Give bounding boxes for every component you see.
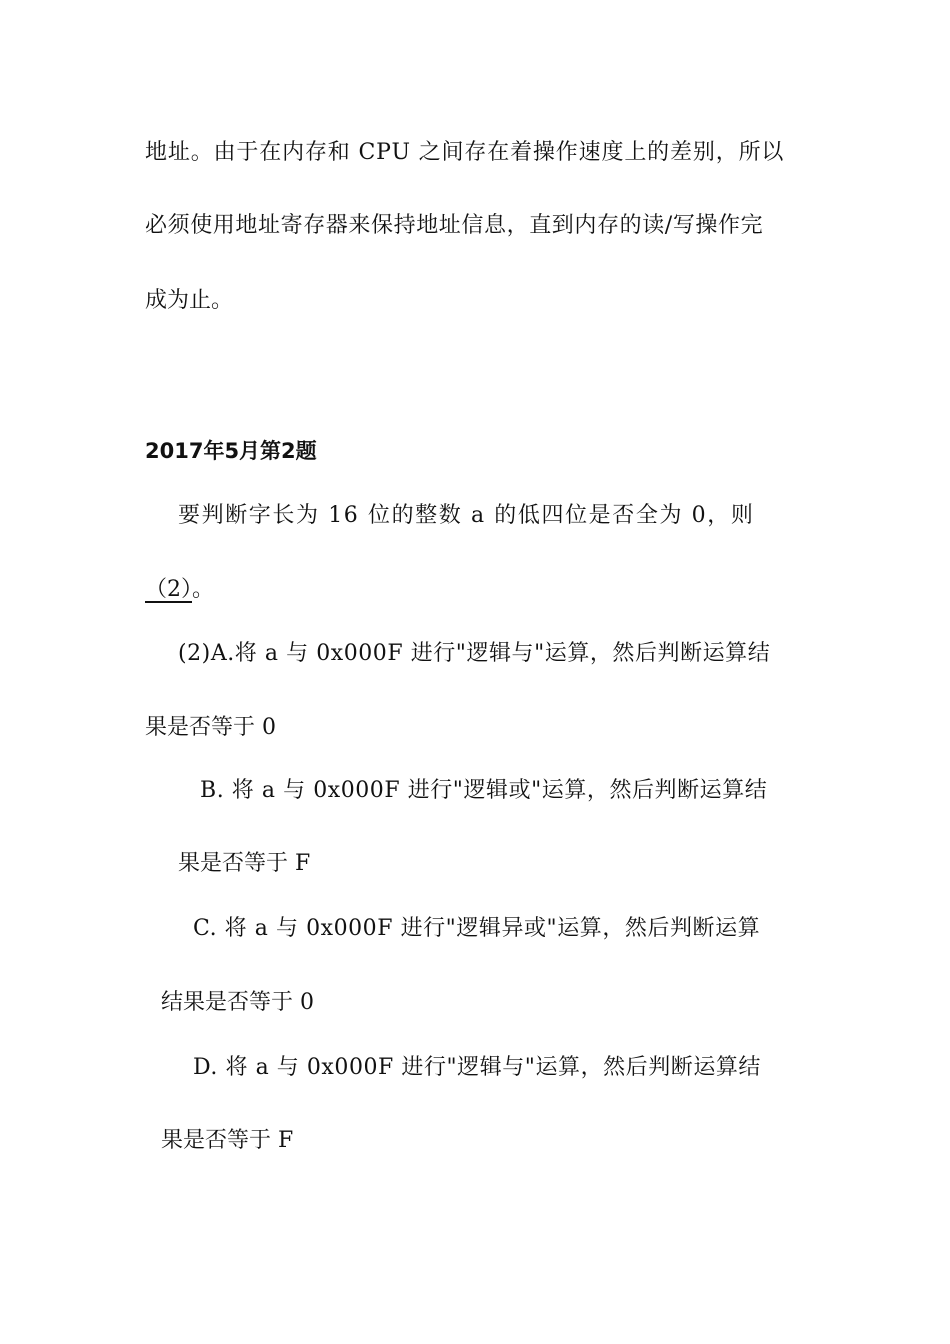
option-d-line-1: D. 将 a 与 0x000F 进行"逻辑与"运算，然后判断运算结 xyxy=(193,1055,761,1080)
option-b-line-1: B. 将 a 与 0x000F 进行"逻辑或"运算，然后判断运算结 xyxy=(200,778,768,803)
option-d-line-2: 果是否等于 F xyxy=(161,1128,294,1153)
option-a-line-2: 果是否等于 0 xyxy=(145,715,276,740)
answer-blank: （2） xyxy=(145,577,192,602)
paragraph-line-3: 成为止。 xyxy=(145,288,234,313)
question-stem-line-2 xyxy=(145,576,950,604)
question-heading: 2017年5月第2题 xyxy=(145,439,317,463)
option-c-line-2: 结果是否等于 0 xyxy=(161,990,314,1015)
paragraph-line-1: 地址。由于在内存和 CPU 之间存在着操作速度上的差别，所以 xyxy=(145,140,785,165)
paragraph-line-2: 必须使用地址寄存器来保持地址信息，直到内存的读/写操作完 xyxy=(145,213,764,238)
option-b-line-2: 果是否等于 F xyxy=(178,851,311,876)
option-a-line-1: (2)A.将 a 与 0x000F 进行"逻辑与"运算，然后判断运算结 xyxy=(178,641,771,666)
question-stem-end: 。 xyxy=(192,577,215,602)
option-c-line-1: C. 将 a 与 0x000F 进行"逻辑异或"运算，然后判断运算 xyxy=(193,916,761,941)
question-stem-line-1: 要判断字长为 16 位的整数 a 的低四位是否全为 0，则 xyxy=(178,503,755,528)
